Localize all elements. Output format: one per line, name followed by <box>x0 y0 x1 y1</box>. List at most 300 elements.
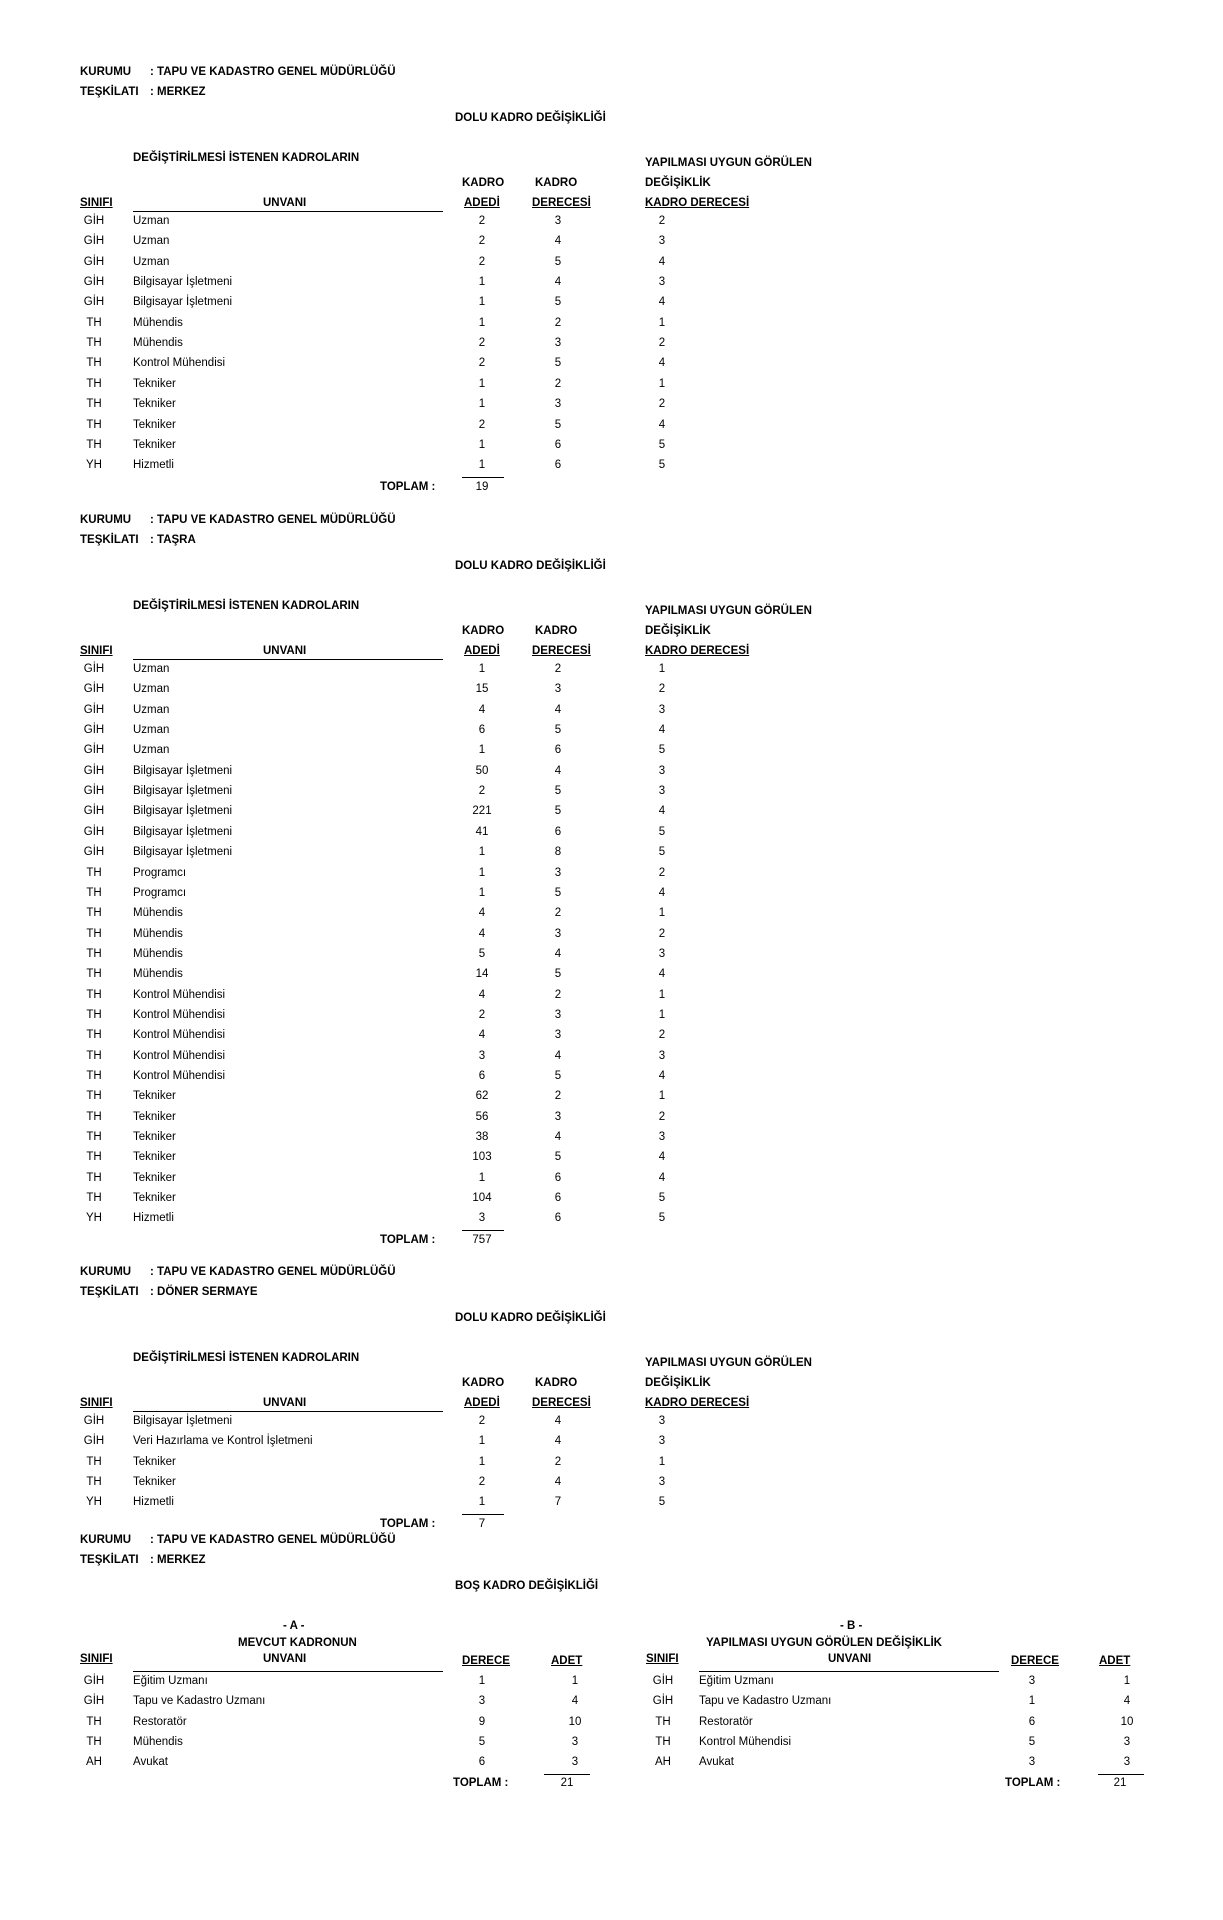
unvani-header: UNVANI <box>263 197 307 209</box>
institution-header <box>80 510 396 550</box>
derecesi-cell: 3 <box>554 1110 562 1123</box>
derece-cell: 3 <box>478 1695 486 1708</box>
derecesi-cell: 4 <box>554 1131 562 1144</box>
unvani-cell: Uzman <box>133 703 170 716</box>
kadro-label: KADRO <box>462 177 505 189</box>
table-row <box>0 353 1223 373</box>
new-derece-cell: 2 <box>658 927 666 940</box>
unvani-cell: Hizmetli <box>133 1496 174 1509</box>
sinifi-value: YH <box>86 1212 102 1225</box>
sinifi-value: TH <box>86 968 102 981</box>
table-row <box>0 1107 1223 1127</box>
derecesi-cell: 2 <box>554 316 562 329</box>
kadro-label: KADRO <box>462 1377 505 1389</box>
adet-cell: 3 <box>1123 1736 1131 1749</box>
derecesi-cell: 4 <box>554 1049 562 1062</box>
derecesi-cell: 3 <box>554 337 562 350</box>
kurumu-line <box>80 1530 396 1550</box>
table-row <box>0 1208 1223 1228</box>
table-row <box>0 1671 1223 1691</box>
sinifi-value: TH <box>86 1455 102 1468</box>
adedi-cell: 50 <box>475 764 489 777</box>
table-row <box>0 1712 1223 1732</box>
new-derece-cell: 3 <box>658 785 666 798</box>
adet-header: ADET <box>1099 1655 1131 1667</box>
unvani-cell: Mühendis <box>133 968 183 981</box>
new-derece-cell: 1 <box>658 316 666 329</box>
new-derece-cell: 5 <box>658 459 666 472</box>
adet-cell: 4 <box>1123 1695 1131 1708</box>
adedi-cell: 4 <box>478 988 486 1001</box>
adedi-cell: 1 <box>478 1455 486 1468</box>
teskilati-line <box>80 1550 396 1570</box>
table-row <box>0 1168 1223 1188</box>
table-row <box>0 415 1223 435</box>
table-row <box>0 781 1223 801</box>
unvani-cell: Veri Hazırlama ve Kontrol İşletmeni <box>133 1435 313 1448</box>
adedi-cell: 3 <box>478 1212 486 1225</box>
table-row <box>0 272 1223 292</box>
new-derece-cell: 1 <box>658 377 666 390</box>
sinifi-value: TH <box>86 1171 102 1184</box>
adedi-cell: 56 <box>475 1110 489 1123</box>
table-row <box>0 740 1223 760</box>
new-derece-cell: 1 <box>658 1090 666 1103</box>
new-derece-cell: 5 <box>658 744 666 757</box>
new-derece-cell: 3 <box>658 1476 666 1489</box>
unvani-cell: Uzman <box>133 663 170 675</box>
new-derece-cell: 5 <box>658 825 666 838</box>
unvani-cell: Kontrol Mühendisi <box>133 988 226 1001</box>
sinifi-value: TH <box>86 398 102 411</box>
sinifi-value: TH <box>86 866 102 879</box>
sinifi-header: SINIFI <box>646 1653 679 1665</box>
teskilati-label: TEŞKİLATI <box>80 1554 139 1566</box>
derecesi-cell: 2 <box>554 377 562 390</box>
teskilati-line <box>80 82 396 102</box>
section-title: DOLU KADRO DEĞİŞİKLİĞİ <box>455 1312 606 1324</box>
table-row <box>0 1086 1223 1106</box>
adedi-cell: 3 <box>478 1049 486 1062</box>
adet-cell: 10 <box>1120 1715 1134 1728</box>
new-derece-cell: 5 <box>658 1212 666 1225</box>
adedi-cell: 38 <box>475 1131 489 1144</box>
table-row <box>0 964 1223 984</box>
sinifi-value: TH <box>86 988 102 1001</box>
sinifi-header: SINIFI <box>80 1397 113 1409</box>
sinifi-value: GİH <box>83 1415 105 1427</box>
new-derece-cell: 5 <box>658 1496 666 1509</box>
new-derece-cell: 4 <box>658 886 666 899</box>
adedi-cell: 1 <box>478 886 486 899</box>
unvani-header: UNVANI <box>828 1653 872 1665</box>
recommended-header: DEĞİŞİKLİK <box>645 1377 711 1389</box>
total-value: 7 <box>478 1517 486 1530</box>
sinifi-value: GİH <box>83 805 105 818</box>
table-row <box>0 1066 1223 1086</box>
unvani-cell: Mühendis <box>133 947 183 960</box>
table-row <box>0 659 1223 679</box>
new-derece-cell: 3 <box>658 1131 666 1144</box>
sinifi-value: GİH <box>83 296 105 309</box>
derecesi-cell: 6 <box>554 1192 562 1205</box>
table-row <box>0 1127 1223 1147</box>
total-label: TOPLAM : <box>380 1233 436 1246</box>
derecesi-cell: 6 <box>554 459 562 472</box>
adet-cell: 3 <box>571 1736 579 1749</box>
table-row <box>0 679 1223 699</box>
teskilati-label: TEŞKİLATI <box>80 1286 139 1298</box>
unvani-cell: Tapu ve Kadastro Uzmanı <box>699 1695 832 1708</box>
unvani-cell: Kontrol Mühendisi <box>133 1049 226 1062</box>
adedi-cell: 2 <box>478 1008 486 1021</box>
kurumu-label: KURUMU <box>80 1534 132 1546</box>
sinifi-value: YH <box>86 459 102 472</box>
kurumu-value: : TAPU VE KADASTRO GENEL MÜDÜRLÜĞÜ <box>150 514 396 526</box>
adet-cell: 3 <box>571 1756 579 1769</box>
derecesi-cell: 5 <box>554 724 562 737</box>
new-derece-cell: 1 <box>658 1008 666 1021</box>
kurumu-value: : TAPU VE KADASTRO GENEL MÜDÜRLÜĞÜ <box>150 66 396 78</box>
unvani-cell: Tekniker <box>133 398 176 411</box>
unvani-header: UNVANI <box>263 1397 307 1409</box>
derecesi-cell: 5 <box>554 418 562 431</box>
new-derece-cell: 1 <box>658 988 666 1001</box>
new-derece-cell: 4 <box>658 418 666 431</box>
unvani-cell: Bilgisayar İşletmeni <box>133 825 233 838</box>
sinifi-value: TH <box>86 1008 102 1021</box>
adet-cell: 3 <box>1123 1756 1131 1769</box>
table-row <box>0 374 1223 394</box>
total-value: 19 <box>475 480 489 493</box>
sinifi-value: TH <box>86 357 102 370</box>
recommended-header: YAPILMASI UYGUN GÖRÜLEN <box>645 157 812 169</box>
kurumu-line <box>80 510 396 530</box>
derecesi-cell: 5 <box>554 255 562 268</box>
sinifi-value: GİH <box>83 724 105 737</box>
unvani-cell: Uzman <box>133 724 170 737</box>
adedi-cell: 6 <box>478 724 486 737</box>
new-derece-cell: 4 <box>658 357 666 370</box>
adedi-cell: 2 <box>478 1415 486 1427</box>
table-row <box>0 1492 1223 1512</box>
new-derece-cell: 5 <box>658 1192 666 1205</box>
table-row <box>0 1431 1223 1451</box>
adedi-cell: 62 <box>475 1090 489 1103</box>
derecesi-cell: 4 <box>554 1476 562 1489</box>
unvani-cell: Tekniker <box>133 418 176 431</box>
adedi-cell: 2 <box>478 235 486 248</box>
unvani-cell: Avukat <box>133 1756 168 1769</box>
new-derece-cell: 4 <box>658 1171 666 1184</box>
adedi-cell: 1 <box>478 296 486 309</box>
total-rule <box>544 1774 590 1775</box>
unvani-cell: Mühendis <box>133 927 183 940</box>
recommended-header: KADRO DERECESİ <box>645 197 750 209</box>
adedi-cell: 1 <box>478 663 486 675</box>
teskilati-value: : MERKEZ <box>150 1554 206 1566</box>
new-derece-cell: 1 <box>658 907 666 920</box>
new-derece-cell: 2 <box>658 866 666 879</box>
sinifi-value: TH <box>86 377 102 390</box>
unvani-cell: Restoratör <box>133 1715 187 1728</box>
adedi-cell: 2 <box>478 255 486 268</box>
adedi-cell: 1 <box>478 398 486 411</box>
recommended-header: KADRO DERECESİ <box>645 645 750 657</box>
unvani-cell: Tekniker <box>133 1192 176 1205</box>
unvani-cell: Kontrol Mühendisi <box>133 1070 226 1082</box>
table-row <box>0 1046 1223 1066</box>
table-row <box>0 455 1223 475</box>
derecesi-cell: 5 <box>554 805 562 818</box>
adedi-cell: 2 <box>478 215 486 227</box>
table-row <box>0 211 1223 231</box>
sinifi-value: GİH <box>83 846 105 859</box>
adedi-cell: 1 <box>478 438 486 451</box>
new-derece-cell: 3 <box>658 1435 666 1448</box>
unvani-cell: Programcı <box>133 866 187 879</box>
derecesi-header: DERECESİ <box>532 197 591 209</box>
sinifi-value: GİH <box>83 663 105 675</box>
derecesi-cell: 3 <box>554 683 562 696</box>
adedi-cell: 1 <box>478 276 486 289</box>
sinifi-value: TH <box>86 1090 102 1103</box>
total-value: 757 <box>472 1233 492 1246</box>
sinifi-value: GİH <box>83 764 105 777</box>
unvani-cell: Bilgisayar İşletmeni <box>133 805 233 818</box>
table-row <box>0 313 1223 333</box>
unvani-cell: Bilgisayar İşletmeni <box>133 785 233 798</box>
sinifi-header: SINIFI <box>80 645 113 657</box>
adedi-cell: 2 <box>478 337 486 350</box>
derece-cell: 3 <box>1028 1675 1036 1687</box>
unvani-cell: Avukat <box>699 1756 734 1769</box>
table-row <box>0 1411 1223 1431</box>
table-row <box>0 394 1223 414</box>
derecesi-cell: 2 <box>554 1455 562 1468</box>
table-row <box>0 333 1223 353</box>
part-b-title: YAPILMASI UYGUN GÖRÜLEN DEĞİŞİKLİK <box>706 1637 942 1649</box>
derecesi-header: DERECESİ <box>532 1397 591 1409</box>
sinifi-value: YH <box>86 1496 102 1509</box>
derecesi-cell: 5 <box>554 968 562 981</box>
derecesi-cell: 3 <box>554 398 562 411</box>
sinifi-value: GİH <box>83 215 105 227</box>
table-row <box>0 944 1223 964</box>
sinifi-cell: TH <box>86 1715 102 1728</box>
unvani-cell: Bilgisayar İşletmeni <box>133 296 233 309</box>
new-derece-cell: 5 <box>658 846 666 859</box>
total-value: 21 <box>560 1776 574 1789</box>
unvani-cell: Uzman <box>133 255 170 268</box>
adedi-cell: 14 <box>475 968 489 981</box>
adedi-cell: 4 <box>478 703 486 716</box>
sinifi-value: TH <box>86 1131 102 1144</box>
table-row <box>0 1752 1223 1772</box>
new-derece-cell: 3 <box>658 703 666 716</box>
sinifi-value: GİH <box>83 825 105 838</box>
derecesi-cell: 3 <box>554 866 562 879</box>
derecesi-cell: 4 <box>554 235 562 248</box>
new-derece-cell: 4 <box>658 805 666 818</box>
kurumu-label: KURUMU <box>80 514 132 526</box>
adedi-cell: 4 <box>478 1029 486 1042</box>
sinifi-value: TH <box>86 1151 102 1164</box>
adedi-cell: 2 <box>478 1476 486 1489</box>
derecesi-cell: 5 <box>554 357 562 370</box>
new-derece-cell: 3 <box>658 1049 666 1062</box>
section-title: BOŞ KADRO DEĞİŞİKLİĞİ <box>455 1580 599 1592</box>
teskilati-line <box>80 530 396 550</box>
unvani-cell: Tekniker <box>133 1131 176 1144</box>
table-subtitle: DEĞİŞTİRİLMESİ İSTENEN KADROLARIN <box>133 1352 360 1364</box>
teskilati-value: : DÖNER SERMAYE <box>150 1286 258 1298</box>
adedi-cell: 1 <box>478 744 486 757</box>
adedi-cell: 2 <box>478 785 486 798</box>
teskilati-value: : MERKEZ <box>150 86 206 98</box>
sinifi-cell: AH <box>86 1756 102 1769</box>
adedi-cell: 2 <box>478 357 486 370</box>
derecesi-cell: 4 <box>554 947 562 960</box>
total-label: TOPLAM : <box>1005 1776 1061 1789</box>
derecesi-cell: 2 <box>554 1090 562 1103</box>
sinifi-cell: TH <box>655 1736 671 1749</box>
adedi-cell: 4 <box>478 927 486 940</box>
derecesi-cell: 4 <box>554 764 562 777</box>
derece-cell: 6 <box>478 1756 486 1769</box>
sinifi-value: GİH <box>83 255 105 268</box>
new-derece-cell: 4 <box>658 968 666 981</box>
table-subtitle: DEĞİŞTİRİLMESİ İSTENEN KADROLARIN <box>133 600 360 612</box>
sinifi-cell: AH <box>655 1756 671 1769</box>
unvani-cell: Uzman <box>133 744 170 757</box>
derece-header: DERECE <box>1011 1655 1059 1667</box>
table-subtitle: DEĞİŞTİRİLMESİ İSTENEN KADROLARIN <box>133 152 360 164</box>
unvani-cell: Tapu ve Kadastro Uzmanı <box>133 1695 266 1708</box>
unvani-cell: Uzman <box>133 683 170 696</box>
adedi-header: ADEDİ <box>464 197 500 209</box>
table-row <box>0 435 1223 455</box>
sinifi-cell: GİH <box>83 1695 105 1708</box>
table-row <box>0 924 1223 944</box>
table-row <box>0 883 1223 903</box>
derece-cell: 6 <box>1028 1715 1036 1728</box>
sinifi-value: GİH <box>83 276 105 289</box>
new-derece-cell: 3 <box>658 235 666 248</box>
derece-cell: 5 <box>1028 1736 1036 1749</box>
sinifi-value: TH <box>86 1192 102 1205</box>
institution-header <box>80 1262 396 1302</box>
unvani-cell: Mühendis <box>133 316 183 329</box>
unvani-cell: Eğitim Uzmanı <box>133 1675 208 1687</box>
recommended-header: DEĞİŞİKLİK <box>645 177 711 189</box>
sinifi-value: TH <box>86 418 102 431</box>
adet-cell: 4 <box>571 1695 579 1708</box>
sinifi-value: TH <box>86 337 102 350</box>
new-derece-cell: 2 <box>658 1029 666 1042</box>
new-derece-cell: 3 <box>658 276 666 289</box>
total-rule <box>462 477 504 478</box>
table-row <box>0 822 1223 842</box>
table-row <box>0 903 1223 923</box>
kurumu-line <box>80 62 396 82</box>
table-row <box>0 231 1223 251</box>
unvani-cell: Eğitim Uzmanı <box>699 1675 774 1687</box>
sinifi-value: TH <box>86 1049 102 1062</box>
adedi-cell: 1 <box>478 459 486 472</box>
unvani-cell: Hizmetli <box>133 1212 174 1225</box>
new-derece-cell: 2 <box>658 337 666 350</box>
sinifi-value: GİH <box>83 703 105 716</box>
adedi-cell: 104 <box>472 1192 492 1205</box>
recommended-header: KADRO DERECESİ <box>645 1397 750 1409</box>
kurumu-label: KURUMU <box>80 66 132 78</box>
table-row <box>0 252 1223 272</box>
adedi-cell: 103 <box>472 1151 492 1164</box>
sinifi-value: GİH <box>83 785 105 798</box>
new-derece-cell: 2 <box>658 215 666 227</box>
unvani-cell: Tekniker <box>133 1455 176 1468</box>
table-row <box>0 1452 1223 1472</box>
derece-cell: 1 <box>1028 1695 1036 1708</box>
adet-cell: 1 <box>571 1675 579 1687</box>
table-row <box>0 1732 1223 1752</box>
table-row <box>0 863 1223 883</box>
sinifi-header: SINIFI <box>80 197 113 209</box>
derecesi-cell: 5 <box>554 886 562 899</box>
total-label: TOPLAM : <box>380 480 436 493</box>
total-rule <box>1098 1774 1144 1775</box>
kurumu-value: : TAPU VE KADASTRO GENEL MÜDÜRLÜĞÜ <box>150 1266 396 1278</box>
section-title: DOLU KADRO DEĞİŞİKLİĞİ <box>455 560 606 572</box>
part-a-mark: - A - <box>283 1620 305 1632</box>
adedi-cell: 1 <box>478 377 486 390</box>
sinifi-value: GİH <box>83 1435 105 1448</box>
sinifi-value: TH <box>86 1070 102 1082</box>
unvani-cell: Uzman <box>133 235 170 248</box>
derecesi-cell: 7 <box>554 1496 562 1509</box>
derece-header: DERECE <box>462 1655 510 1667</box>
adedi-cell: 1 <box>478 866 486 879</box>
kurumu-label: KURUMU <box>80 1266 132 1278</box>
adedi-cell: 6 <box>478 1070 486 1082</box>
unvani-cell: Mühendis <box>133 1736 183 1749</box>
unvani-cell: Uzman <box>133 215 170 227</box>
unvani-cell: Bilgisayar İşletmeni <box>133 846 233 859</box>
sinifi-value: TH <box>86 1110 102 1123</box>
unvani-cell: Tekniker <box>133 1171 176 1184</box>
derecesi-cell: 6 <box>554 1171 562 1184</box>
recommended-header: YAPILMASI UYGUN GÖRÜLEN <box>645 1357 812 1369</box>
table-row <box>0 1188 1223 1208</box>
unvani-cell: Mühendis <box>133 907 183 920</box>
table-row <box>0 985 1223 1005</box>
adedi-cell: 1 <box>478 316 486 329</box>
derecesi-cell: 5 <box>554 785 562 798</box>
institution-header <box>80 1530 396 1570</box>
unvani-header: UNVANI <box>263 1653 307 1665</box>
unvani-cell: Bilgisayar İşletmeni <box>133 1415 233 1427</box>
sinifi-header: SINIFI <box>80 1653 113 1665</box>
kadro-label: KADRO <box>462 625 505 637</box>
derecesi-cell: 2 <box>554 988 562 1001</box>
unvani-cell: Kontrol Mühendisi <box>133 1029 226 1042</box>
derecesi-cell: 8 <box>554 846 562 859</box>
adedi-cell: 15 <box>475 683 489 696</box>
sinifi-value: TH <box>86 316 102 329</box>
table-row <box>0 700 1223 720</box>
sinifi-cell: GİH <box>652 1695 674 1708</box>
